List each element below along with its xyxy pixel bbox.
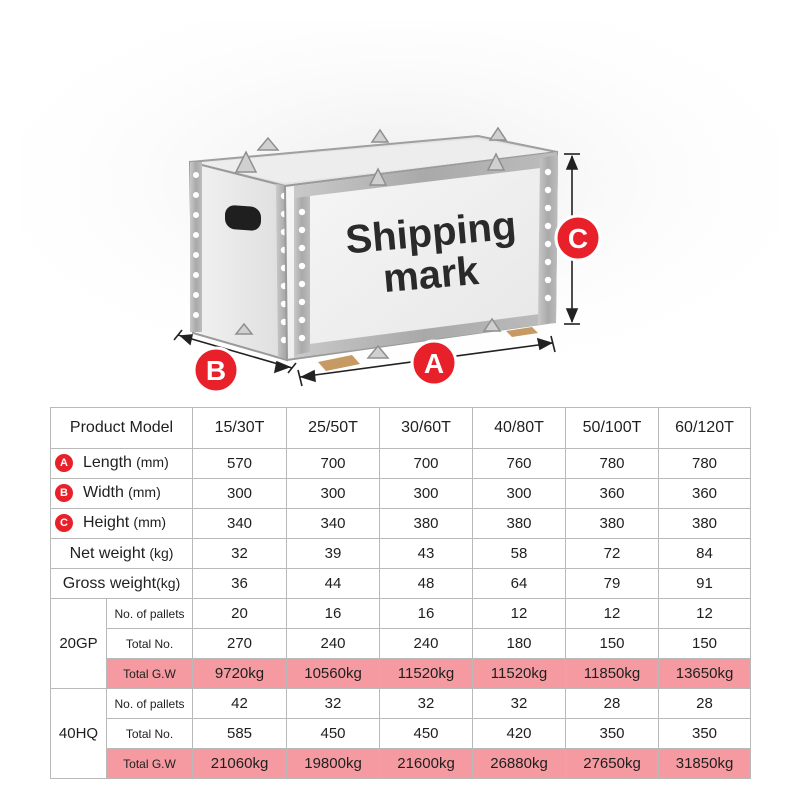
value-cell: 48 [380, 569, 473, 599]
value-cell: 32 [287, 689, 380, 719]
table-row-40hq-total [51, 719, 751, 749]
model-cell: 40/80T [473, 408, 566, 449]
value-cell: 26880kg [473, 749, 566, 779]
value-cell: 700 [380, 449, 473, 479]
width-label-cell: B Width (mm) [51, 479, 193, 509]
svg-text:C: C [567, 223, 589, 254]
value-cell: 150 [566, 629, 659, 659]
value-cell: 27650kg [566, 749, 659, 779]
value-cell: 64 [473, 569, 566, 599]
gross-weight-label-cell: Gross weight(kg) [51, 569, 193, 599]
value-cell: 44 [287, 569, 380, 599]
dimension-badge-b [194, 348, 238, 392]
sub-label-cell: Total No. [107, 629, 193, 659]
model-cell: 25/50T [287, 408, 380, 449]
value-cell: 300 [473, 479, 566, 509]
value-cell: 11850kg [566, 659, 659, 689]
container-20gp-label: 20GP [51, 599, 107, 689]
value-cell: 450 [287, 719, 380, 749]
value-cell: 450 [380, 719, 473, 749]
table-row-20gp-gw [51, 659, 751, 689]
value-cell: 350 [566, 719, 659, 749]
model-cell: 30/60T [380, 408, 473, 449]
value-cell: 19800kg [287, 749, 380, 779]
value-cell: 700 [287, 449, 380, 479]
dimension-badge-c [556, 216, 600, 260]
header-row [51, 408, 751, 449]
value-cell: 150 [659, 629, 751, 659]
value-cell: 11520kg [473, 659, 566, 689]
value-cell: 340 [193, 509, 287, 539]
value-cell: 84 [659, 539, 751, 569]
value-cell: 240 [380, 629, 473, 659]
table-row-20gp-pallets [51, 599, 751, 629]
value-cell: 21600kg [380, 749, 473, 779]
badge-c-icon: C [55, 514, 73, 532]
dimension-badge-a [412, 341, 456, 385]
value-cell: 380 [380, 509, 473, 539]
table-row-40hq-pallets [51, 689, 751, 719]
badge-b-icon: B [55, 484, 73, 502]
product-model-label: Product Model [51, 408, 193, 449]
value-cell: 380 [566, 509, 659, 539]
sub-label-cell: Total G.W [107, 749, 193, 779]
value-cell: 380 [659, 509, 751, 539]
value-cell: 380 [473, 509, 566, 539]
value-cell: 340 [287, 509, 380, 539]
model-cell: 60/120T [659, 408, 751, 449]
shipping-mark-line2: mark [381, 248, 481, 302]
value-cell: 12 [566, 599, 659, 629]
value-cell: 12 [659, 599, 751, 629]
value-cell: 28 [659, 689, 751, 719]
spec-table [50, 407, 751, 779]
value-cell: 16 [287, 599, 380, 629]
sub-label-cell: No. of pallets [107, 599, 193, 629]
value-cell: 300 [193, 479, 287, 509]
shipping-mark-line1: Shipping [343, 203, 518, 263]
value-cell: 760 [473, 449, 566, 479]
value-cell: 13650kg [659, 659, 751, 689]
value-cell: 360 [566, 479, 659, 509]
value-cell: 300 [287, 479, 380, 509]
value-cell: 585 [193, 719, 287, 749]
height-label-cell: C Height (mm) [51, 509, 193, 539]
value-cell: 91 [659, 569, 751, 599]
value-cell: 9720kg [193, 659, 287, 689]
value-cell: 300 [380, 479, 473, 509]
table-row-gross-weight [51, 569, 751, 599]
value-cell: 270 [193, 629, 287, 659]
table-row-net-weight [51, 539, 751, 569]
table-row-height [51, 509, 751, 539]
value-cell: 72 [566, 539, 659, 569]
value-cell: 20 [193, 599, 287, 629]
value-cell: 32 [380, 689, 473, 719]
value-cell: 36 [193, 569, 287, 599]
value-cell: 32 [193, 539, 287, 569]
value-cell: 360 [659, 479, 751, 509]
table-row-20gp-total [51, 629, 751, 659]
table-row-width [51, 479, 751, 509]
table-row-40hq-gw [51, 749, 751, 779]
table-row-length [51, 449, 751, 479]
value-cell: 16 [380, 599, 473, 629]
badge-a-icon: A [55, 454, 73, 472]
value-cell: 12 [473, 599, 566, 629]
value-cell: 32 [473, 689, 566, 719]
value-cell: 10560kg [287, 659, 380, 689]
value-cell: 11520kg [380, 659, 473, 689]
value-cell: 79 [566, 569, 659, 599]
sub-label-cell: Total No. [107, 719, 193, 749]
value-cell: 180 [473, 629, 566, 659]
length-label-cell: A Length (mm) [51, 449, 193, 479]
value-cell: 43 [380, 539, 473, 569]
value-cell: 780 [659, 449, 751, 479]
value-cell: 240 [287, 629, 380, 659]
value-cell: 420 [473, 719, 566, 749]
value-cell: 570 [193, 449, 287, 479]
value-cell: 780 [566, 449, 659, 479]
svg-text:A: A [423, 348, 445, 379]
value-cell: 39 [287, 539, 380, 569]
handle-slot [225, 205, 261, 232]
container-40hq-label: 40HQ [51, 689, 107, 779]
model-cell: 50/100T [566, 408, 659, 449]
value-cell: 31850kg [659, 749, 751, 779]
model-cell: 15/30T [193, 408, 287, 449]
svg-text:B: B [205, 355, 227, 386]
value-cell: 58 [473, 539, 566, 569]
sub-label-cell: Total G.W [107, 659, 193, 689]
value-cell: 21060kg [193, 749, 287, 779]
sub-label-cell: No. of pallets [107, 689, 193, 719]
value-cell: 42 [193, 689, 287, 719]
value-cell: 28 [566, 689, 659, 719]
value-cell: 350 [659, 719, 751, 749]
net-weight-label-cell: Net weight (kg) [51, 539, 193, 569]
